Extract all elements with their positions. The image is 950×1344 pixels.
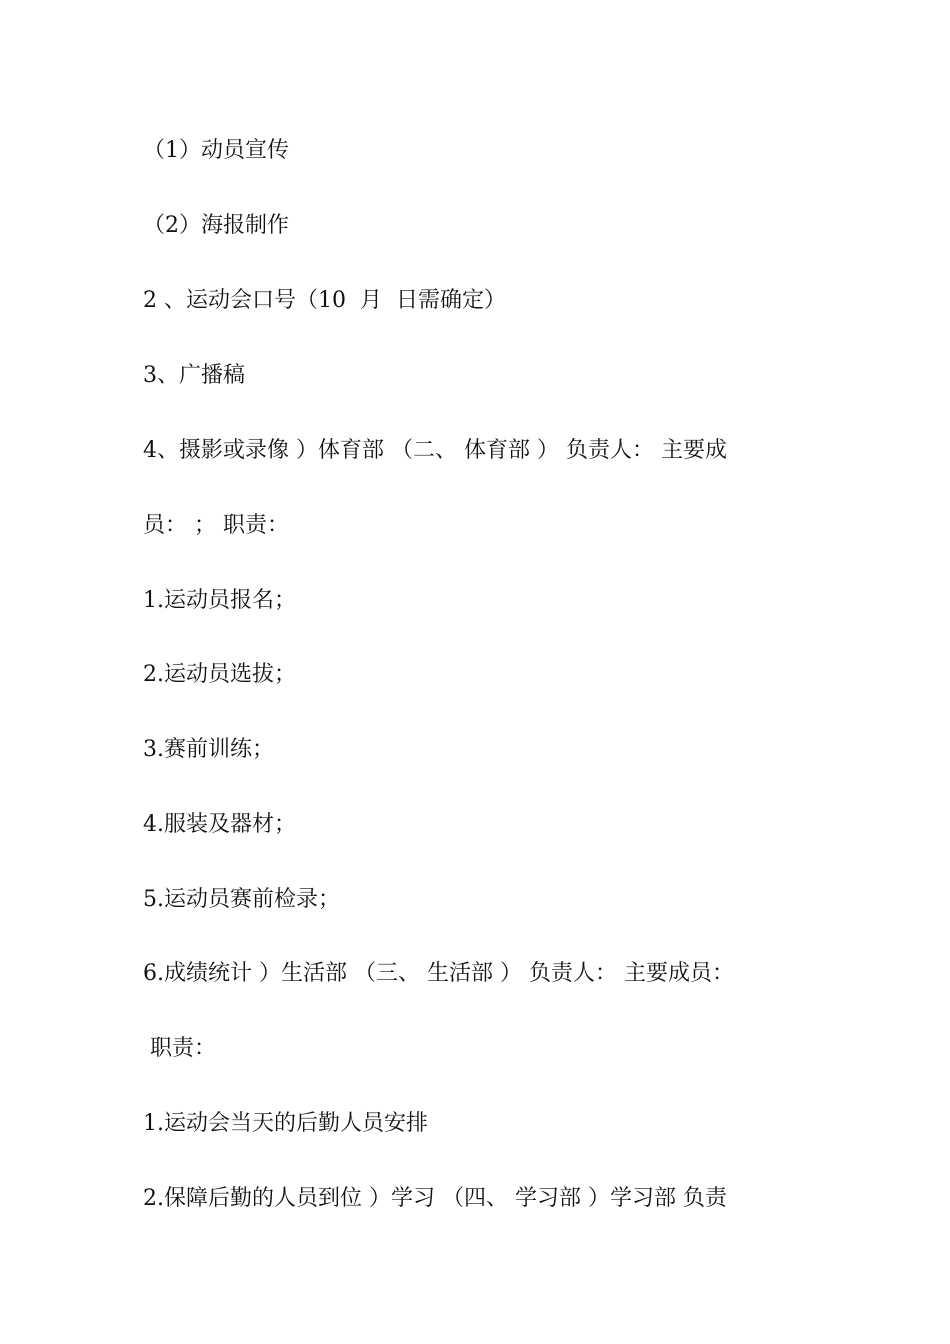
text-line-4: 3、广播稿 (143, 363, 245, 388)
text-line-2: （2）海报制作 (143, 213, 289, 238)
text-line-6: 员： ； 职责： (143, 513, 289, 538)
text-line-3: 2 、运动会口号（10 月 日需确定） (143, 288, 506, 313)
text-line-11: 5.运动员赛前检录； (143, 887, 340, 912)
text-line-8: 2.运动员选拔； (143, 662, 296, 687)
text-line-14: 1.运动会当天的后勤人员安排 (143, 1111, 428, 1136)
text-line-15: 2.保障后勤的人员到位 ）学习 （四、 学习部 ）学习部 负责 (143, 1186, 727, 1211)
text-line-12: 6.成绩统计 ）生活部 （三、 生活部 ） 负责人： 主要成员： (143, 961, 734, 986)
text-line-10: 4.服装及器材； (143, 812, 296, 837)
text-line-9: 3.赛前训练； (143, 737, 274, 762)
text-line-13: 职责： (143, 1036, 216, 1061)
text-line-1: （1）动员宣传 (143, 138, 289, 163)
text-line-5: 4、摄影或录像 ）体育部 （二、 体育部 ） 负责人： 主要成 (143, 438, 727, 463)
text-line-7: 1.运动员报名； (143, 588, 296, 613)
